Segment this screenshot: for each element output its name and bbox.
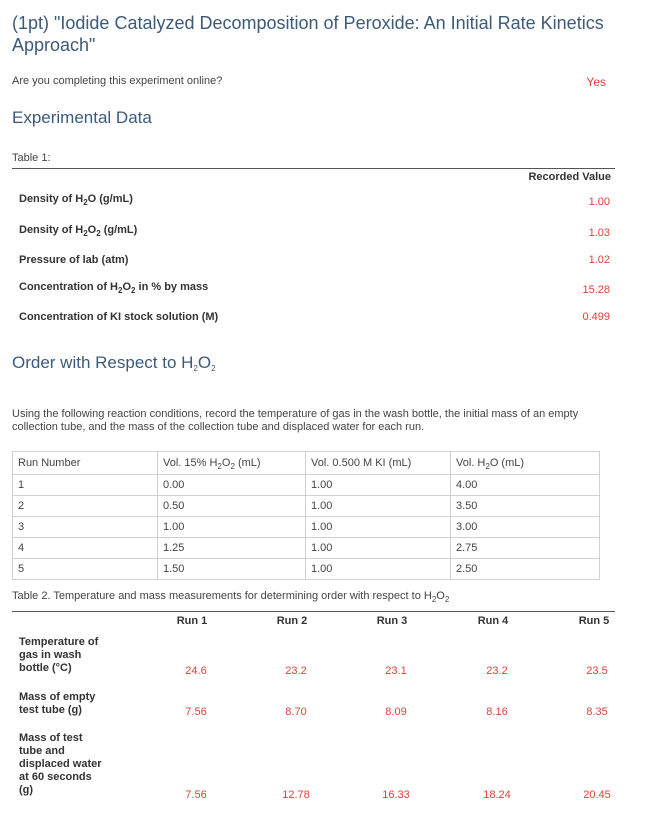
table2-row-label-temperature: Temperature of gas in wash bottle (°C) <box>19 636 99 674</box>
h2o2-volume-cell: 1.50 <box>158 559 306 580</box>
ki-volume-cell: 1.00 <box>306 559 451 580</box>
filled-tube-mass-run4: 18.24 <box>483 789 511 801</box>
filled-tube-mass-run3: 16.33 <box>382 789 410 801</box>
table2-caption: Table 2. Temperature and mass measurements for determining order with respect to $H_2O_2$ <box>12 590 450 604</box>
table1-value-ki-concentration: 0.499 <box>582 311 610 323</box>
empty-tube-mass-run4: 8.16 <box>486 706 508 718</box>
page-title: (1pt) "Iodide Catalyzed Decomposition of Peroxide: An Initial Rate Kinetics Approach" <box>12 13 604 55</box>
water-volume-cell: 3.00 <box>451 517 600 538</box>
h2o2-volume-cell: 1.25 <box>158 538 306 559</box>
ki-volume-cell: 1.00 <box>306 517 451 538</box>
filled-tube-mass-run1: 7.56 <box>185 789 207 801</box>
table-row <box>13 475 600 496</box>
table1-row-label-peroxide-density: Density of $H_2O_2$ (g/mL) <box>19 224 138 238</box>
table1-row-label-peroxide-concentration: Concentration of $H_2O_2$ in % by mass <box>19 281 209 295</box>
table1-value-water-density: 1.00 <box>588 196 610 208</box>
conditions-header-run: Run Number <box>13 452 158 475</box>
conditions-header-h2o2: Vol. 15% $H_2O_2$ (mL) <box>158 452 306 475</box>
conditions-header-row <box>13 452 600 475</box>
table2-header-run2: Run 2 <box>276 615 308 627</box>
table-row <box>13 538 600 559</box>
table1-row-label-water-density: Density of $H_2O$ (g/mL) <box>19 193 133 207</box>
temperature-run4: 23.2 <box>486 665 508 677</box>
h2o2-volume-cell: 0.50 <box>158 496 306 517</box>
table2-top-rule <box>12 611 615 612</box>
online-question-answer: Yes <box>586 75 606 89</box>
filled-tube-mass-run5: 20.45 <box>583 789 611 801</box>
run-number-cell: 4 <box>13 538 158 559</box>
water-volume-cell: 2.75 <box>451 538 600 559</box>
run-number-cell: 2 <box>13 496 158 517</box>
empty-tube-mass-run3: 8.09 <box>385 706 407 718</box>
table2-header-run1: Run 1 <box>176 615 208 627</box>
empty-tube-mass-run5: 8.35 <box>586 706 608 718</box>
h2o2-volume-cell: 0.00 <box>158 475 306 496</box>
temperature-run5: 23.5 <box>586 665 608 677</box>
instructions-paragraph: Using the following reaction conditions, record the temperature of gas in the wash bottle, the initial mass of an empty collection tube, and the mass of the collection tube and displaced water for each run. <box>12 408 579 433</box>
table1-row-label-ki-concentration: Concentration of KI stock solution (M) <box>19 311 219 323</box>
table-row <box>13 496 600 517</box>
table2-header-run5: Run 5 <box>578 615 610 627</box>
run-number-cell: 3 <box>13 517 158 538</box>
table-row <box>13 517 600 538</box>
ki-volume-cell: 1.00 <box>306 496 451 517</box>
table1-value-peroxide-density: 1.03 <box>588 227 610 239</box>
temperature-run2: 23.2 <box>285 665 307 677</box>
order-heading: Order with Respect to $H_2O_2$ <box>12 353 216 373</box>
table-row <box>13 559 600 580</box>
conditions-header-water: Vol. $H_2O$ (mL) <box>451 452 600 475</box>
table2-header-run3: Run 3 <box>376 615 408 627</box>
ki-volume-cell: 1.00 <box>306 538 451 559</box>
online-question-label: Are you completing this experiment online? <box>12 75 223 87</box>
empty-tube-mass-run1: 7.56 <box>185 706 207 718</box>
table1-value-pressure: 1.02 <box>588 254 610 266</box>
table1-top-rule <box>12 168 615 169</box>
reaction-conditions-table <box>12 451 600 580</box>
table2-header-run4: Run 4 <box>477 615 509 627</box>
table2-row-label-filled-tube-mass: Mass of test tube and displaced water at 60 seconds (g) <box>19 732 102 796</box>
run-number-cell: 5 <box>13 559 158 580</box>
conditions-header-ki: Vol. 0.500 M KI (mL) <box>306 452 451 475</box>
water-volume-cell: 4.00 <box>451 475 600 496</box>
experimental-data-heading: Experimental Data <box>12 108 152 127</box>
water-volume-cell: 2.50 <box>451 559 600 580</box>
empty-tube-mass-run2: 8.70 <box>285 706 307 718</box>
table1-row-label-pressure: Pressure of lab (atm) <box>19 254 129 266</box>
table2-row-label-empty-tube-mass: Mass of empty test tube (g) <box>19 691 96 716</box>
table1-caption: Table 1: <box>12 152 51 164</box>
table1-value-peroxide-concentration: 15.28 <box>582 284 610 296</box>
table1-column-header: Recorded Value <box>528 171 611 183</box>
run-number-cell: 1 <box>13 475 158 496</box>
ki-volume-cell: 1.00 <box>306 475 451 496</box>
water-volume-cell: 3.50 <box>451 496 600 517</box>
filled-tube-mass-run2: 12.78 <box>282 789 310 801</box>
temperature-run3: 23.1 <box>385 665 407 677</box>
h2o2-volume-cell: 1.00 <box>158 517 306 538</box>
temperature-run1: 24.6 <box>185 665 207 677</box>
